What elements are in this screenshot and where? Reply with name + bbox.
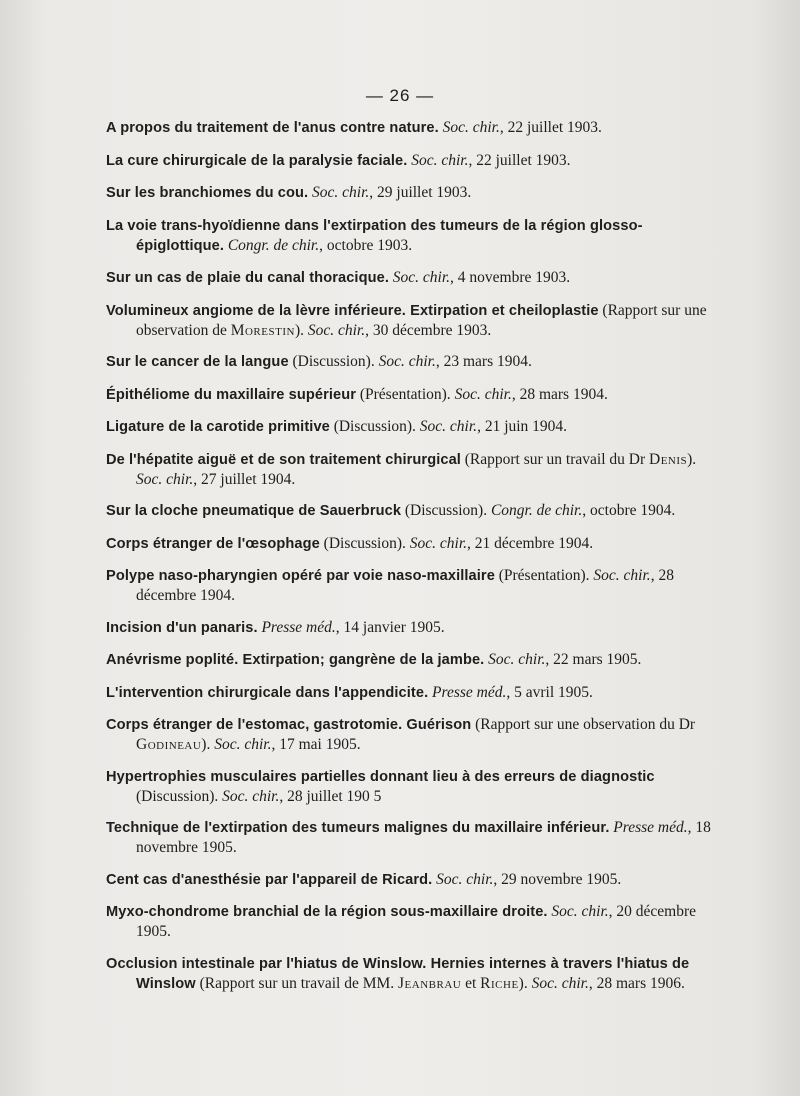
publication-date: , 18 novembre 1905.	[136, 819, 711, 856]
journal-name: Soc. chir.	[454, 385, 512, 403]
journal-name: Presse méd.	[261, 618, 336, 636]
publication-date: , 29 novembre 1905.	[493, 870, 622, 888]
entry-reference	[136, 788, 381, 805]
entry-title: Technique de l'extirpation des tumeurs malignes du maxillaire inférieur.	[106, 820, 610, 836]
journal-name: Soc. chir.	[419, 418, 478, 435]
publication-date: , 14 janvier 1905.	[335, 618, 445, 636]
bibliography-entry	[106, 954, 726, 994]
journal-name: Soc. chir.	[378, 353, 436, 370]
entry-title: Sur les branchiomes du cou.	[106, 185, 309, 201]
bibliography-entry	[106, 301, 726, 340]
bibliography-entry	[106, 268, 726, 288]
entry-note: et	[461, 974, 481, 992]
entry-title: Corps étranger de l'estomac, gastrotomie. Guérison	[106, 717, 472, 733]
entry-title: Ligature de la carotide primitive	[106, 419, 330, 435]
entry-reference	[488, 651, 641, 668]
entry-note: ).	[518, 974, 528, 992]
entry-note: ).	[294, 321, 304, 339]
entry-reference	[228, 237, 412, 254]
journal-name: Soc. chir.	[312, 184, 370, 201]
publication-date: , 23 mars 1904.	[435, 353, 532, 370]
entry-note: (Rapport sur une observation de	[136, 301, 707, 339]
entry-note: (Présentation).	[498, 567, 590, 584]
journal-name: Congr. de chir.	[490, 502, 583, 519]
entry-title: De l'hépatite aiguë et de son traitement chirurgical	[106, 451, 461, 468]
journal-name: Soc. chir.	[214, 736, 272, 753]
entry-reference	[432, 684, 593, 701]
entry-title: Anévrisme poplité. Extirpation; gangrène de la jambe.	[106, 652, 485, 668]
entry-title: Sur la cloche pneumatique de Sauerbruck	[106, 503, 402, 519]
entry-title: Incision d'un panaris.	[106, 619, 258, 636]
author-name: Godineau	[136, 736, 202, 753]
journal-name: Soc. chir.	[411, 151, 469, 169]
bibliography-entry	[106, 450, 726, 489]
page-number: — 26 —	[365, 86, 435, 105]
publication-date: , 21 décembre 1904.	[467, 534, 594, 552]
entry-title: La voie trans-hyoïdienne dans l'extirpation des tumeurs de la région glosso-épiglottique.	[106, 217, 643, 254]
journal-name: Presse méd.	[432, 683, 507, 701]
author-name: Jeanbrau	[398, 974, 462, 992]
entry-title: Myxo-chondrome branchial de la région sous-maxillaire droite.	[106, 904, 548, 920]
entry-title: L'intervention chirurgicale dans l'appendicite.	[106, 684, 429, 701]
entry-title: Sur un cas de plaie du canal thoracique.	[106, 270, 389, 286]
journal-name: Soc. chir.	[409, 534, 468, 552]
entry-note: (Discussion).	[333, 418, 416, 435]
entry-note: ).	[201, 736, 211, 753]
publication-date: , 20 décembre 1905.	[136, 903, 697, 940]
journal-name: Soc. chir.	[392, 269, 451, 286]
bibliography-entry	[106, 352, 726, 372]
entry-reference	[334, 418, 567, 435]
entry-note: (Discussion).	[404, 502, 488, 519]
publication-date: , 28 mars 1904.	[511, 385, 608, 403]
publication-date: , 29 juillet 1903.	[369, 184, 472, 201]
bibliography-list	[106, 118, 726, 1006]
publication-date: , 28 décembre 1904.	[136, 567, 674, 604]
journal-name: Soc. chir.	[551, 903, 609, 920]
entry-title: Épithéliome du maxillaire supérieur	[106, 386, 357, 403]
publication-date: , octobre 1904.	[582, 502, 676, 519]
entry-title: Hypertrophies musculaires partielles donnant lieu à des erreurs de diagnostic	[106, 768, 655, 785]
publication-date: , 22 mars 1905.	[545, 651, 642, 668]
bibliography-entry	[106, 870, 726, 890]
publication-date: , 5 avril 1905.	[506, 683, 593, 701]
entry-note: (Présentation).	[359, 385, 451, 403]
entry-note: (Discussion).	[292, 353, 375, 370]
bibliography-entry	[106, 183, 726, 203]
bibliography-entry	[106, 216, 726, 256]
bibliography-entry	[106, 534, 726, 554]
publication-date: , octobre 1903.	[319, 236, 413, 254]
entry-title: La cure chirurgicale de la paralysie faciale.	[106, 152, 408, 169]
journal-name: Soc. chir.	[531, 974, 589, 992]
author-name: Morestin	[230, 321, 295, 339]
journal-name: Soc. chir.	[442, 119, 500, 136]
entry-title: Occlusion intestinale par l'hiatus de Winslow. Hernies internes à travers l'hiatus de Winslow	[106, 955, 690, 992]
publication-date: , 22 juillet 1903.	[468, 151, 571, 169]
entry-title: Cent cas d'anesthésie par l'appareil de Ricard.	[106, 871, 433, 888]
publication-date: , 22 juillet 1903.	[499, 119, 602, 136]
publication-date: , 27 juillet 1904.	[193, 470, 296, 488]
entry-title: Corps étranger de l'œsophage	[106, 535, 320, 552]
bibliography-entry	[106, 118, 726, 138]
bibliography-entry	[106, 683, 726, 703]
bibliography-entry	[106, 618, 726, 638]
bibliography-entry	[106, 566, 726, 605]
bibliography-entry	[106, 902, 726, 941]
publication-date: , 28 juillet 190 5	[279, 787, 382, 805]
entry-reference	[405, 502, 675, 519]
entry-reference	[443, 119, 602, 136]
entry-reference	[411, 152, 570, 169]
publication-date: , 4 novembre 1903.	[450, 269, 571, 286]
publication-date: , 17 mai 1905.	[271, 736, 361, 753]
author-name: Riche	[480, 974, 519, 992]
entry-note: ).	[687, 450, 697, 468]
entry-reference	[261, 619, 444, 636]
journal-name: Presse méd.	[613, 819, 688, 836]
entry-reference	[360, 386, 608, 403]
entry-title: A propos du traitement de l'anus contre nature.	[106, 120, 439, 136]
publication-date: , 21 juin 1904.	[477, 418, 568, 435]
entry-reference	[393, 269, 570, 286]
bibliography-entry	[106, 385, 726, 405]
bibliography-entry	[106, 650, 726, 670]
journal-name: Soc. chir.	[307, 321, 366, 339]
entry-reference	[292, 353, 531, 370]
bibliography-entry	[106, 417, 726, 437]
journal-name: Congr. de chir.	[227, 236, 320, 254]
journal-name: Soc. chir.	[488, 651, 546, 668]
journal-name: Soc. chir.	[436, 870, 494, 888]
entry-title: Polype naso-pharyngien opéré par voie naso-maxillaire	[106, 568, 495, 584]
entry-note: (Rapport sur une observation du Dr	[475, 716, 696, 733]
entry-note: (Rapport sur un travail de MM.	[199, 974, 399, 992]
publication-date: , 28 mars 1906.	[588, 974, 685, 992]
journal-name: Soc. chir.	[222, 787, 280, 805]
entry-note: (Discussion).	[323, 534, 406, 552]
bibliography-entry	[106, 501, 726, 521]
entry-title: Sur le cancer de la langue	[106, 354, 289, 370]
bibliography-entry	[106, 151, 726, 171]
entry-reference	[324, 535, 594, 552]
publication-date: , 30 décembre 1903.	[365, 321, 492, 339]
entry-reference	[200, 975, 685, 992]
entry-title: Volumineux angiome de la lèvre inférieure. Extirpation et cheiloplastie	[106, 302, 599, 319]
entry-reference	[312, 184, 471, 201]
entry-note: (Discussion).	[136, 787, 219, 805]
journal-name: Soc. chir.	[593, 567, 651, 584]
entry-reference	[436, 871, 621, 888]
bibliography-entry	[106, 767, 726, 806]
author-name: Denis	[649, 450, 688, 468]
journal-name: Soc. chir.	[136, 470, 194, 488]
entry-note: (Rapport sur un travail du Dr	[464, 450, 649, 468]
bibliography-entry	[106, 818, 726, 857]
bibliography-entry	[106, 715, 726, 754]
